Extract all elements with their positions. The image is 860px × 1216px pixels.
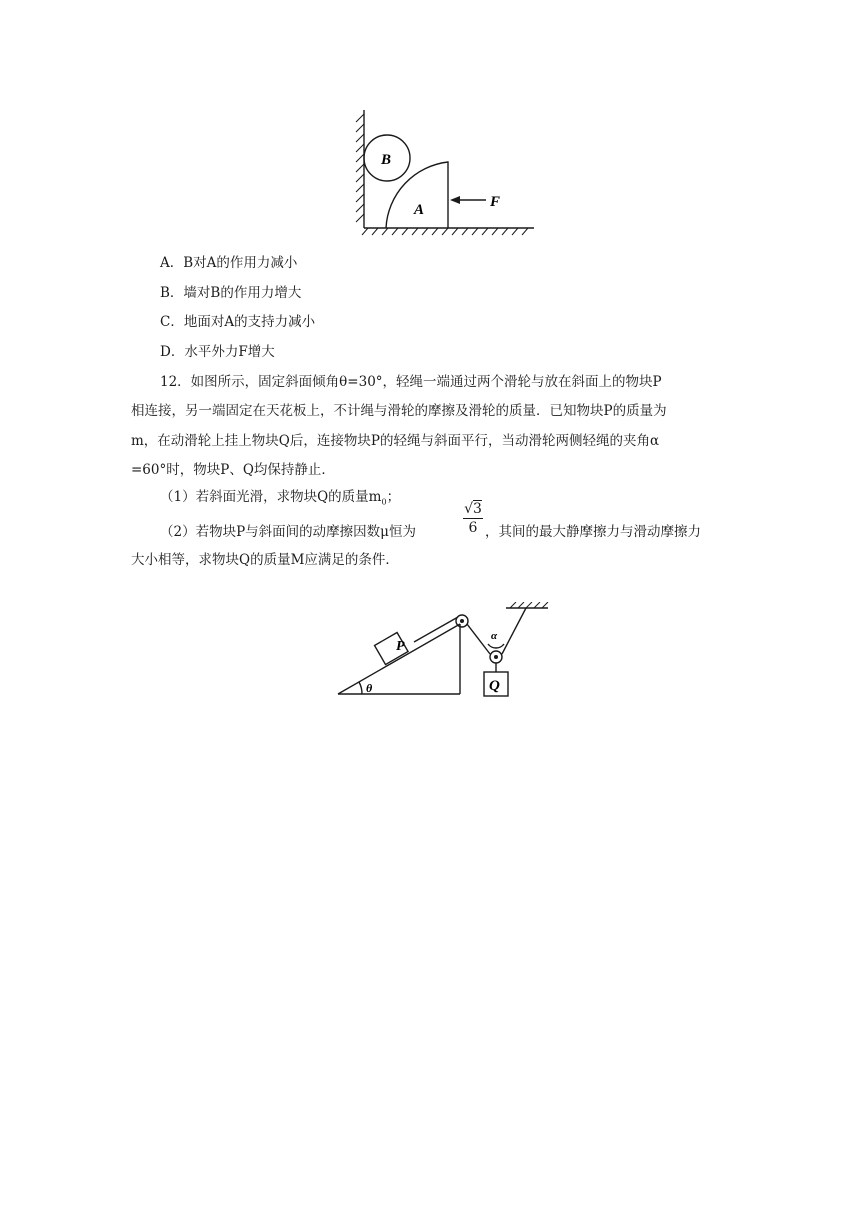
option-b: B．墙对B的作用力增大	[160, 285, 302, 301]
fraction-denominator: 6	[468, 520, 478, 536]
q12-part-2-start: （2）若物块P与斜面间的动摩擦因数μ恒为	[160, 524, 416, 540]
q12-part-1	[160, 487, 400, 513]
q12-part-1-subscript: 0	[381, 497, 387, 507]
option-a: A．B对A的作用力减小	[160, 255, 298, 271]
q12-line-3: m，在动滑轮上挂上物块Q后，连接物块P的轻绳与斜面平行，当动滑轮两侧轻绳的夹角α	[131, 433, 660, 449]
sqrt-value: 3	[473, 501, 482, 517]
q12-part-1-end: ；	[386, 489, 401, 505]
label-q: Q	[489, 678, 500, 694]
q12-line-2: 相连接，另一端固定在天花板上，不计绳与滑轮的摩擦及滑轮的质量．已知物块P的质量为	[131, 403, 667, 419]
label-a: A	[414, 202, 425, 218]
fraction-sqrt3-over-6	[463, 500, 483, 537]
option-c: C．地面对A的支持力减小	[160, 314, 316, 330]
q12-part-2-end: 大小相等，求物块Q的质量M应满足的条件．	[131, 552, 399, 568]
q12-line-1: 12．如图所示，固定斜面倾角θ=30°，轻绳一端通过两个滑轮与放在斜面上的物块P	[160, 374, 662, 390]
q12-part-2-cont: ，其间的最大静摩擦力与滑动摩擦力	[485, 524, 701, 540]
label-alpha: α	[491, 630, 498, 642]
figure-incline-pulleys	[334, 602, 554, 702]
q12-part-1-text: （1）若斜面光滑，求物块Q的质量m	[160, 489, 382, 505]
label-b: B	[381, 152, 392, 168]
option-d: D．水平外力F增大	[160, 344, 275, 360]
label-f: F	[490, 194, 501, 210]
fraction-numerator	[463, 500, 483, 519]
label-theta: θ	[366, 681, 373, 695]
sqrt-sign: √	[464, 501, 473, 517]
q12-line-4: =60°时，物块P、Q均保持静止．	[131, 462, 335, 478]
label-p: P	[396, 639, 405, 654]
figure-wall-sphere-block	[348, 104, 538, 238]
